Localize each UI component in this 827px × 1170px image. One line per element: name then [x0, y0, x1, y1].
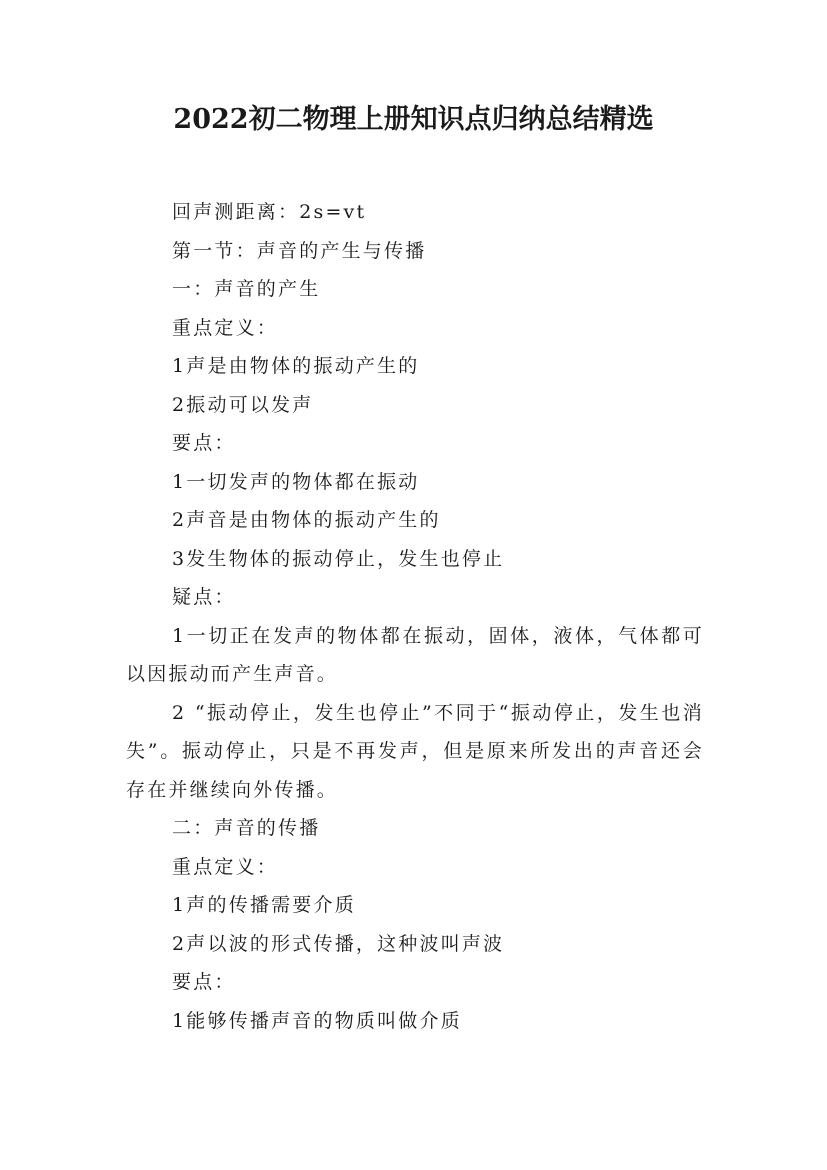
key-point-item: 2声音是由物体的振动产生的: [172, 509, 441, 531]
document-title: 2022初二物理上册知识点归纳总结精选: [173, 104, 654, 135]
label-doubtful-points: 疑点：: [172, 586, 236, 608]
definition-item: 2振动可以发声: [172, 393, 314, 416]
label-key-definitions: 重点定义：: [172, 855, 279, 878]
label-key-points: 要点：: [172, 432, 236, 454]
subsection-heading-sound-propagation: 二：声音的传播: [172, 817, 321, 839]
definition-item: 2声以波的形式传播，这种波叫声波: [172, 932, 505, 955]
label-key-definitions: 重点定义：: [172, 316, 279, 339]
key-point-item: 1能够传播声音的物质叫做介质: [172, 1009, 462, 1032]
subsection-heading-sound-production: 一：声音的产生: [172, 278, 321, 300]
paragraph-echo-distance: 回声测距离：2s=vt: [172, 201, 367, 223]
key-point-item: 3发生物体的振动停止，发生也停止: [172, 547, 505, 570]
doubtful-point-item: 1一切正在发声的物体都在振动，固体，液体，气体都可以因振动而产生声音。: [126, 624, 704, 685]
section-heading-sound-production-propagation: 第一节：声音的产生与传播: [172, 239, 427, 262]
key-point-item: 1一切发声的物体都在振动: [172, 470, 420, 493]
doubtful-point-item: 2 “振动停止，发生也停止”不同于“振动停止，发生也消失”。振动停止，只是不再发声，但是原来所发出的声音还会存在并继续向外传播。: [126, 701, 704, 801]
definition-item: 1声是由物体的振动产生的: [172, 355, 420, 377]
definition-item: 1声的传播需要介质: [172, 894, 356, 916]
label-key-points: 要点：: [172, 971, 236, 993]
document-body: [126, 193, 704, 1040]
